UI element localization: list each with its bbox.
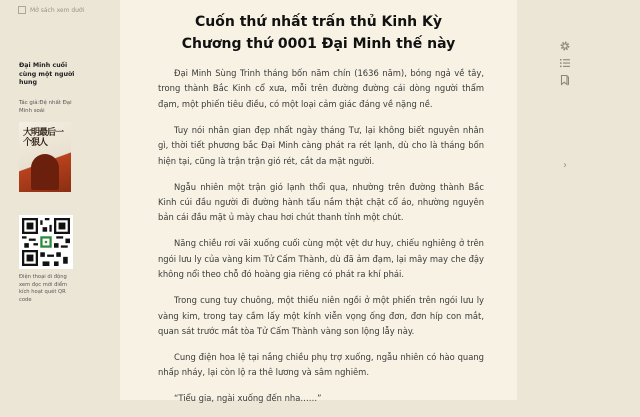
chevron-right-icon[interactable]: › [563,160,567,171]
top-bar-label[interactable]: Mở sách xem dưới [30,6,85,14]
gear-icon[interactable] [559,40,571,52]
paragraph: Tuy nói nhân gian đẹp nhất ngày tháng Tư, lại không biết nguyên nhân gì, thời tiết phương bắc Đại Minh càng phát ra rét lạnh, dù cho là tháng bốn hiện tại, cũng là trận trận gió rét, cắt da mặt người. [158,124,484,166]
paragraph: Năng chiều rơi vãi xuống cuối cùng một vệt dư huy, chiếu nghiêng ở trên ngói lưu ly của vàng kim Tử Cấm Thành, dù đã ảm đạm, lại mây may che đậy không nổi theo chỗ đó hoàng gia riêng có phát ra khí phái. [158,238,484,280]
book-cover[interactable] [19,122,71,192]
reader-toolbar [559,40,573,86]
reading-page [120,0,517,404]
bookmark-icon[interactable] [559,74,571,86]
chapter-content [158,66,484,417]
paragraph: Trong cung tuy chuông, một thiếu niên ngồi ở một phiến trên ngói lưu ly vàng kim, trong tay cầm lấy một kính viễn vọng ống đơn, đơn híp con mắt, quan sát trước mắt tòa Tử Cấm Thành vàng son lộng lẫy này. [158,295,484,337]
volume-title: Cuốn thứ nhất trấn thủ Kinh Kỳ [195,14,442,30]
list-icon[interactable] [559,57,571,69]
paragraph: Ngẫu nhiên một trận gió lạnh thổi qua, nhường trên đường thành Bắc Kinh cúi đầu người đi đường hành tẩu nắm thật chặt cổ áo, nhường nguyên bản cái đầu mặt ủ mày chau hơi chút thanh tỉnh một chút. [158,181,484,223]
qr-caption: Điện thoại di động xem đọc mời điểm kích hoạt quét QR code [19,274,68,303]
qr-code [19,215,73,269]
paragraph: Đại Minh Sùng Trinh tháng bốn năm chín (1636 năm), bóng ngả về tây, trong thành Bắc Kinh cổ xưa, mỗi trên đường đường cái dòng người thẩm đạm, một phiến tiêu điều, có một loại cảm giác đáng về nặng nề. [158,68,484,109]
left-sidebar [0,0,120,400]
book-author: Tác giả:Đệ nhất Đại Minh soái [19,100,72,114]
chapter-title: Chương thứ 0001 Đại Minh thế này [181,36,456,52]
paragraph: “Tiểu gia, ngài xuống đến nha……” [174,393,322,404]
cover-text: 大明最后一个狠人 [23,128,64,148]
book-title[interactable]: Đại Minh cuối cùng một người hung [19,62,75,86]
cover-figure [31,154,59,190]
paragraph: Cung điện hoa lệ tại nắng chiều phụ trợ xuống, ngẫu nhiên có hào quang nhấp nháy, lại còn lộ ra thê lương và sâm nghiêm. [158,352,484,378]
qr-code-icon [22,218,70,266]
